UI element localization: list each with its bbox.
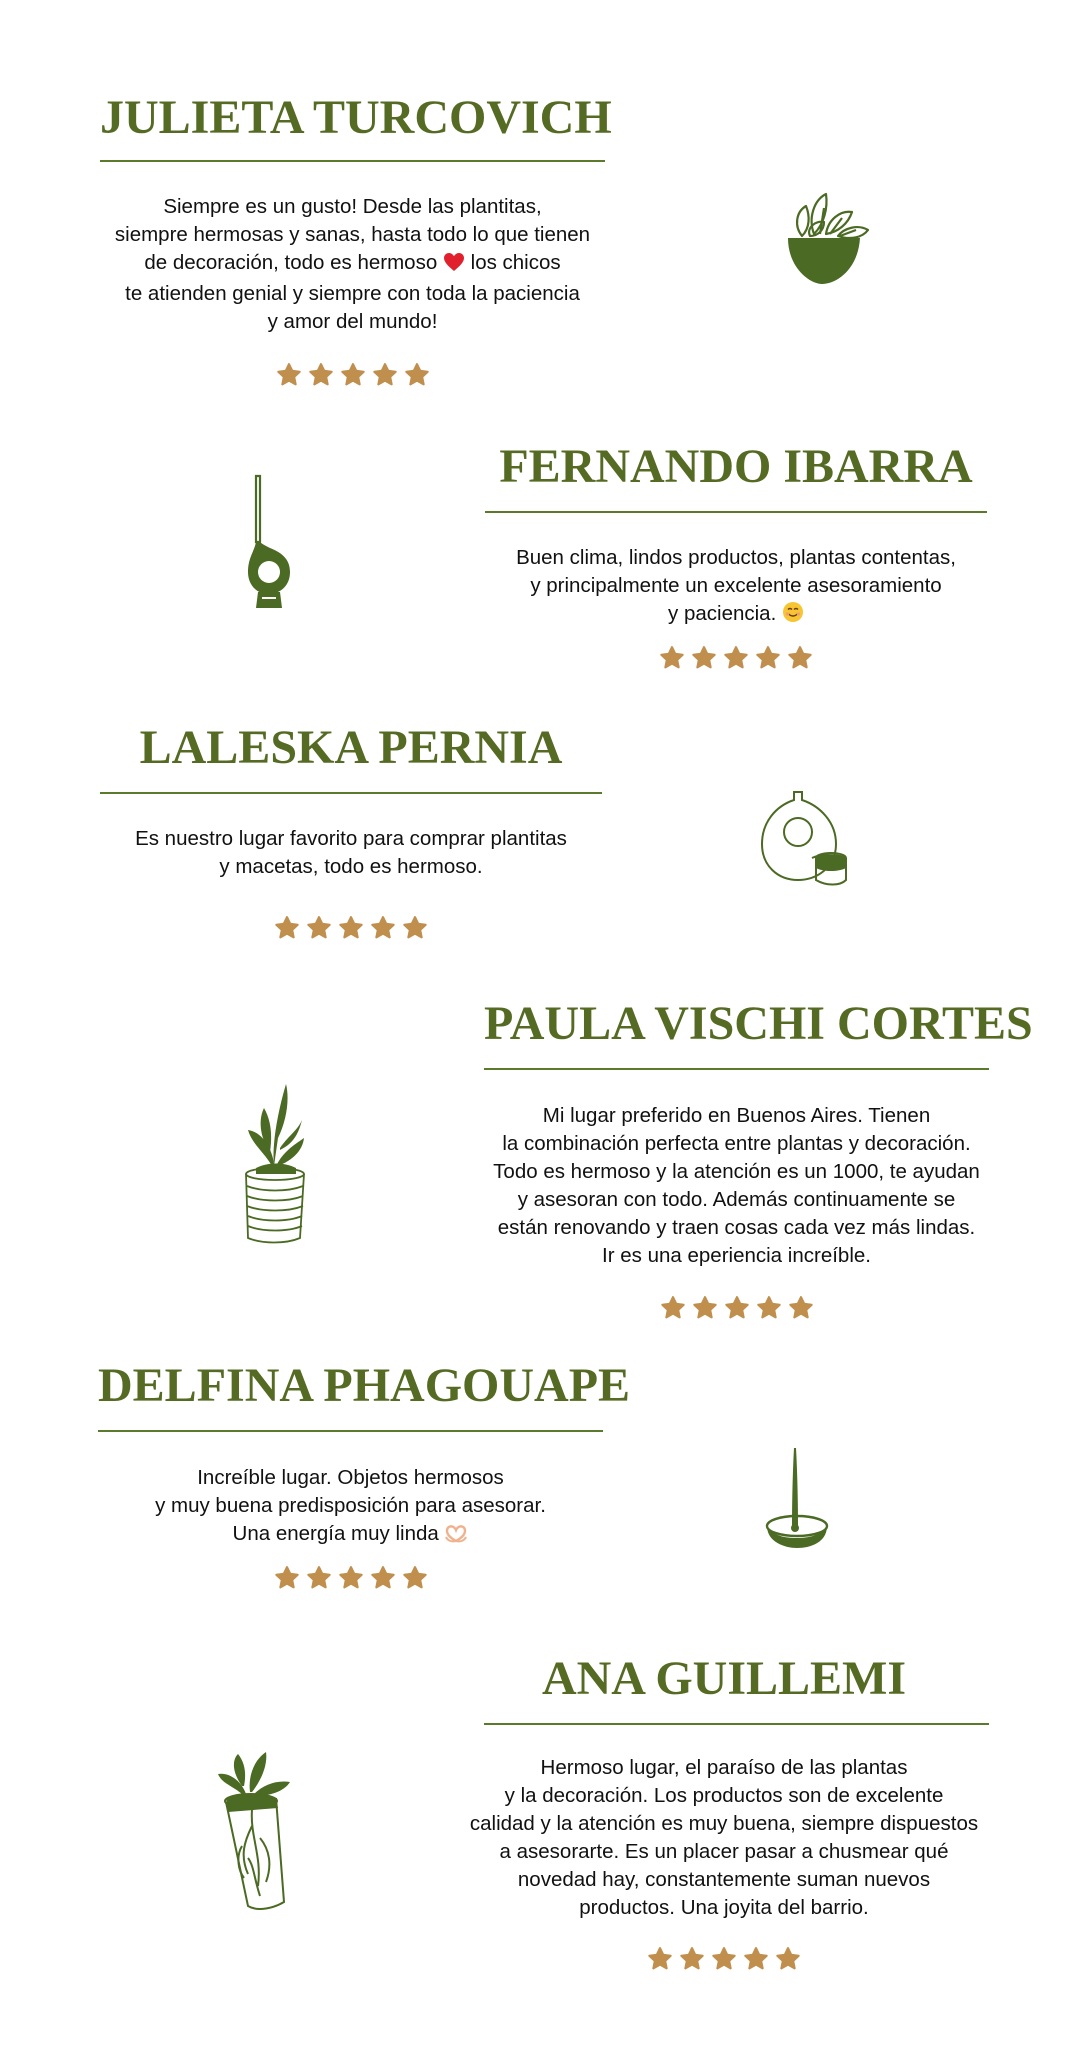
star-icon [647,1946,673,1972]
review-text: Es nuestro lugar favorito para comprar plantitas y macetas, todo es hermoso. [135,827,567,878]
reviewer-name: ANA GUILLEMI [541,1652,907,1705]
review-card [100,721,602,941]
plant-in-pot-icon [242,1078,308,1244]
star-icon [691,645,717,671]
review-card [98,1359,631,1591]
rating-stars [100,915,602,941]
star-icon [338,915,364,941]
reviewer-name: FERNANDO IBARRA [499,440,973,493]
star-icon [756,1295,782,1321]
smiling-face-emoji [782,601,804,631]
star-icon [404,362,430,388]
star-icon [711,1946,737,1972]
divider [484,1068,989,1070]
divider [98,1430,603,1432]
review-card [100,91,612,388]
reviewer-name: LALESKA PERNIA [139,721,563,774]
star-icon [370,915,396,941]
star-icon [402,1565,428,1591]
incense-holder-icon [765,1446,829,1550]
vase-and-candle-icon [760,788,860,890]
star-icon [787,645,813,671]
star-icon [340,362,366,388]
rating-stars [459,1946,989,1972]
divider [100,160,605,162]
star-icon [775,1946,801,1972]
star-icon [755,645,781,671]
heart-hands-emoji [444,1523,468,1551]
star-icon [402,915,428,941]
star-icon [274,1565,300,1591]
candle-holder-icon [240,472,300,612]
star-icon [276,362,302,388]
star-icon [659,645,685,671]
star-icon [306,915,332,941]
star-icon [723,645,749,671]
rating-stars [484,1295,989,1321]
review-text: Hermoso lugar, el paraíso de las plantas y la decoración. Los productos son de excelente calidad y la atención es muy buena, siempre dispuestos a asesorarte. Es un placer pasar a chusmear qué novedad hay, constantemente suman nuevos productos. Una joyita del barrio. [469,1756,979,1919]
review-text: Increíble lugar. Objetos hermosos y muy buena predisposición para asesorar. Una energía muy linda [98,1464,603,1551]
star-icon [724,1295,750,1321]
star-icon [306,1565,332,1591]
review-text: Buen clima, lindos productos, plantas contentas, y principalmente un excelente asesoramiento y paciencia. [485,544,987,631]
star-icon [338,1565,364,1591]
review-text: Mi lugar preferido en Buenos Aires. Tienen la combinación perfecta entre plantas y decoración. Todo es hermoso y la atención es un 1000, te ayudan y asesoran con todo. Además continuamente se están renovando y traen cosas cada vez más lindas. Ir es una eperiencia increíble. [493,1104,980,1267]
review-card [459,1652,989,1972]
divider [484,1723,989,1725]
star-icon [679,1946,705,1972]
divider [100,792,602,794]
review-text: Siempre es un gusto! Desde las plantitas, siempre hermosas y sanas, hasta todo lo que tienen de decoración, todo es hermoso los chicos te atienden genial y siempre con toda la paciencia y amor del mundo! [114,195,591,333]
star-icon [308,362,334,388]
heart-emoji [443,252,465,280]
star-icon [372,362,398,388]
star-icon [692,1295,718,1321]
reviewer-name: JULIETA TURCOVICH [100,91,612,144]
review-card [485,440,987,671]
star-icon [274,915,300,941]
star-icon [743,1946,769,1972]
potted-plant-bowl-icon [780,188,872,288]
rating-stars [100,362,605,388]
rating-stars [98,1565,603,1591]
star-icon [660,1295,686,1321]
star-icon [370,1565,396,1591]
divider [485,511,987,513]
rating-stars [485,645,987,671]
reviewer-name: DELFINA PHAGOUAPE [98,1359,631,1412]
plant-in-jar-icon [214,1746,298,1916]
review-card [484,997,1033,1321]
star-icon [788,1295,814,1321]
reviewer-name: PAULA VISCHI CORTES [484,997,1033,1050]
